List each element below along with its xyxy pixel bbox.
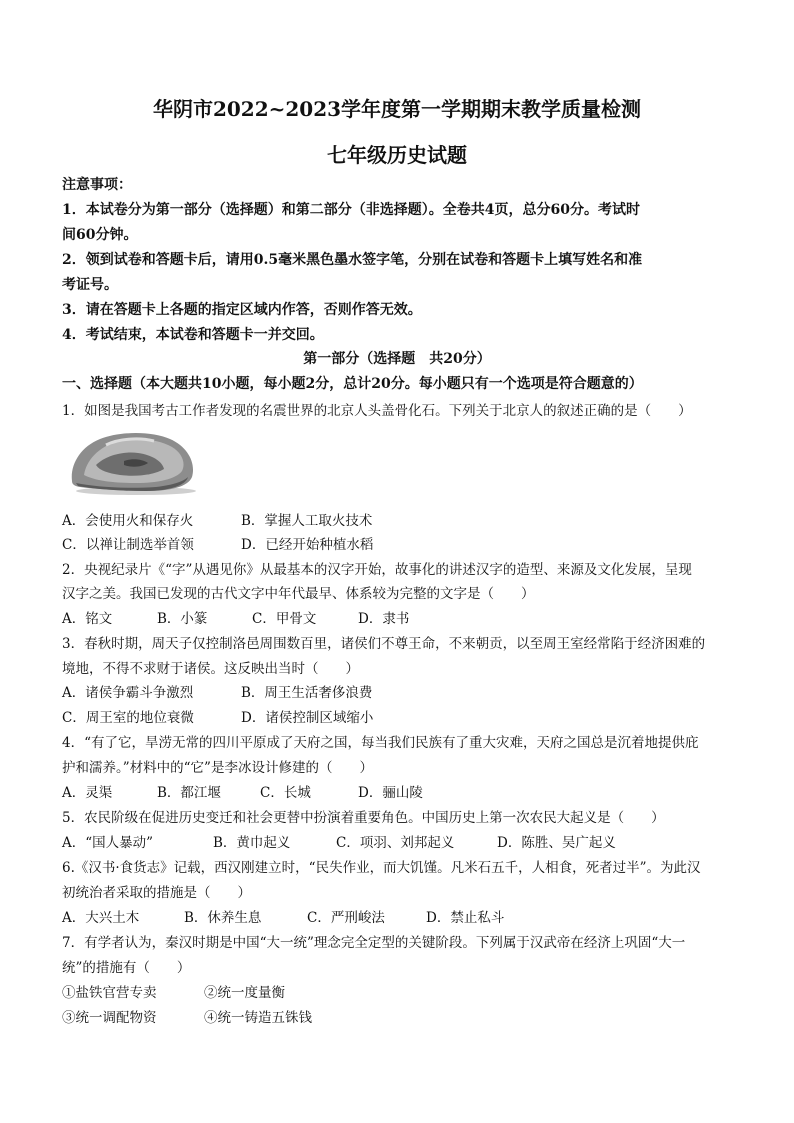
option-c: C．长城	[260, 785, 311, 801]
notes-heading: 注意事项：	[62, 177, 132, 193]
question-stem: 境地，不得不求财于诸侯。这反映出当时（ ）	[62, 661, 359, 677]
option-1: ①盐铁官营专卖	[62, 985, 157, 1001]
option-4: ④统一铸造五铢钱	[204, 1010, 312, 1026]
option-b: B．小篆	[157, 611, 208, 627]
option-d: D．骊山陵	[358, 785, 423, 801]
option-d: D．隶书	[358, 611, 410, 627]
note-line: 1．本试卷分为第一部分（选择题）和第二部分（非选择题）。全卷共4页，总分60分。考试时	[62, 202, 640, 218]
exam-title: 华阴市2022~2023学年度第一学期期末教学质量检测	[152, 97, 642, 121]
option-a: A．大兴土木	[62, 910, 140, 926]
option-a: A．“国人暴动”	[62, 835, 154, 851]
note-line: 2．领到试卷和答题卡后，请用0.5毫米黑色墨水签字笔，分别在试卷和答题卡上填写姓名和准	[62, 252, 643, 268]
exam-subtitle: 七年级历史试题	[327, 143, 467, 167]
option-c: C．项羽、刘邦起义	[336, 835, 455, 851]
note-line: 3．请在答题卡上各题的指定区域内作答，否则作答无效。	[62, 302, 422, 318]
option-d: D．已经开始种植水稻	[241, 537, 374, 553]
question-stem: 汉字之美。我国已发现的古代文字中年代最早、体系较为完整的文字是（ ）	[62, 586, 535, 602]
option-3: ③统一调配物资	[62, 1010, 157, 1026]
option-b: B．周王生活奢侈浪费	[241, 685, 373, 701]
option-c: C．严刑峻法	[307, 910, 385, 926]
option-a: A．铭文	[62, 611, 113, 627]
question-stem: 7．有学者认为，秦汉时期是中国“大一统”理念完全定型的关键阶段。下列属于汉武帝在经济上巩固“大一	[62, 935, 686, 951]
option-a: A．诸侯争霸斗争激烈	[62, 685, 194, 701]
option-b: B．都江堰	[157, 785, 221, 801]
note-line: 间60分钟。	[62, 227, 138, 243]
question-stem: 3．春秋时期，周天子仅控制洛邑周围数百里，诸侯们不尊王命，不来朝贡，以至周王室经常陷于经济困难的	[62, 636, 706, 652]
option-d: D．陈胜、吴广起义	[497, 835, 616, 851]
question-stem: 5．农民阶级在促进历史变迁和社会更替中扮演着重要角色。中国历史上第一次农民大起义是（ ）	[62, 810, 665, 826]
option-d: D．诸侯控制区域缩小	[241, 710, 374, 726]
question-stem: 统”的措施有（ ）	[62, 960, 191, 976]
option-a: A．灵渠	[62, 785, 113, 801]
note-line: 4．考试结束，本试卷和答题卡一并交回。	[62, 327, 324, 343]
section-heading: 一、选择题（本大题共10小题，每小题2分，总计20分。每小题只有一个选项是符合题意的）	[62, 376, 643, 392]
option-c: C．周王室的地位衰微	[62, 710, 194, 726]
option-a: A．会使用火和保存火	[62, 513, 194, 529]
option-c: C．以禅让制选举首领	[62, 537, 194, 553]
option-b: B．黄巾起义	[213, 835, 291, 851]
option-b: B．掌握人工取火技术	[241, 513, 373, 529]
question-stem: 1．如图是我国考古工作者发现的名震世界的北京人头盖骨化石。下列关于北京人的叙述正确的是（ ）	[62, 403, 692, 419]
part-title: 第一部分（选择题 共20分）	[303, 351, 491, 367]
question-stem: 6.《汉书·食货志》记载，西汉刚建立时，“民失作业，而大饥馑。凡米石五千，人相食，死者过半”。为此汉	[62, 860, 701, 876]
question-stem: 4．“有了它，旱涝无常的四川平原成了天府之国，每当我们民族有了重大灾难，天府之国总是沉着地提供庇	[62, 735, 699, 751]
skull-fossil-image	[66, 425, 198, 497]
question-stem: 2．央视纪录片《“字”从遇见你》从最基本的汉字开始，故事化的讲述汉字的造型、来源及文化发展，呈现	[62, 562, 692, 578]
option-b: B．休养生息	[184, 910, 262, 926]
option-d: D．禁止私斗	[426, 910, 505, 926]
note-line: 考证号。	[62, 277, 118, 293]
question-stem: 护和濡养。”材料中的“它”是李冰设计修建的（ ）	[62, 760, 373, 776]
question-stem: 初统治者采取的措施是（ ）	[62, 885, 251, 901]
option-c: C．甲骨文	[252, 611, 317, 627]
option-2: ②统一度量衡	[204, 985, 285, 1001]
